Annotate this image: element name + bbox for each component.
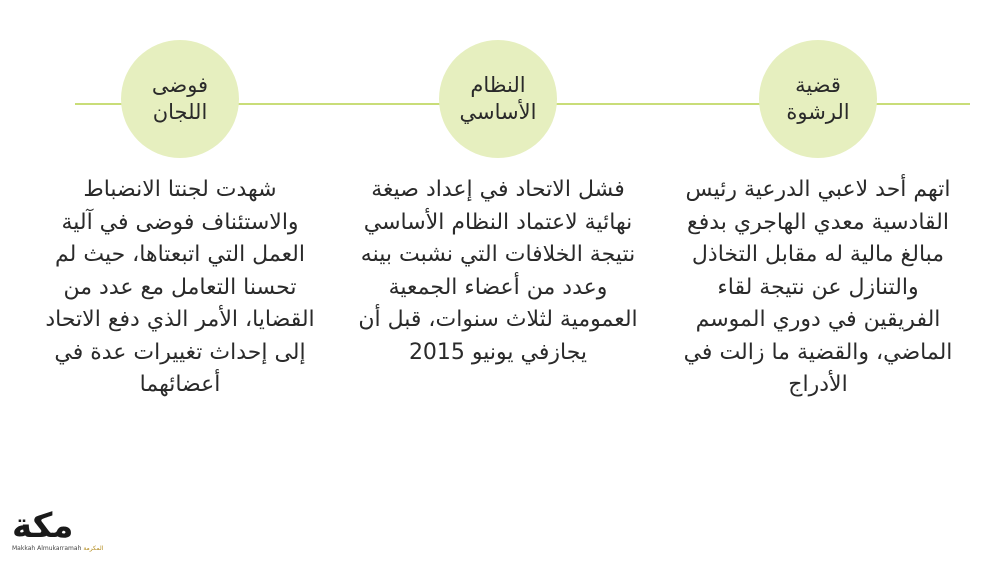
column-title: قضية الرشوة <box>786 73 850 124</box>
column-committees <box>40 40 320 402</box>
title-circle <box>759 40 877 158</box>
column-bribery <box>678 40 958 402</box>
logo-mark: مكة <box>12 506 74 546</box>
logo-sub-arabic: المكرمة <box>83 545 104 552</box>
column-bylaws <box>358 40 638 369</box>
logo <box>12 508 112 558</box>
column-title: فوضى اللجان <box>151 73 209 124</box>
logo-sub-latin: Makkah Almukarramah <box>12 545 82 552</box>
title-circle <box>121 40 239 158</box>
column-body: اتهم أحد لاعبي الدرعية رئيس القادسية معدي الهاجري بدفع مبالغ مالية له مقابل التخاذل والتنازل عن نتيجة لقاء الفريقين في دوري الموسم الماضي، والقضية ما زالت في الأدراج <box>683 177 953 397</box>
column-body: شهدت لجنتا الانضباط والاستئناف فوضى في آلية العمل التي اتبعتاها، حيث لم تحسنا التعامل مع عدد من القضايا، الأمر الذي دفع الاتحاد إلى إحداث تغييرات عدة في أعضائهما <box>45 177 315 397</box>
title-circle <box>439 40 557 158</box>
column-body: فشل الاتحاد في إعداد صيغة نهائية لاعتماد النظام الأساسي نتيجة الخلافات التي نشبت بينه وعدد من أعضاء الجمعية العمومية لثلاث سنوات، قبل أن يجازفي يونيو 2015 <box>358 177 638 365</box>
logo-subtitle <box>12 545 112 552</box>
column-title: النظام الأساسي <box>459 73 537 124</box>
